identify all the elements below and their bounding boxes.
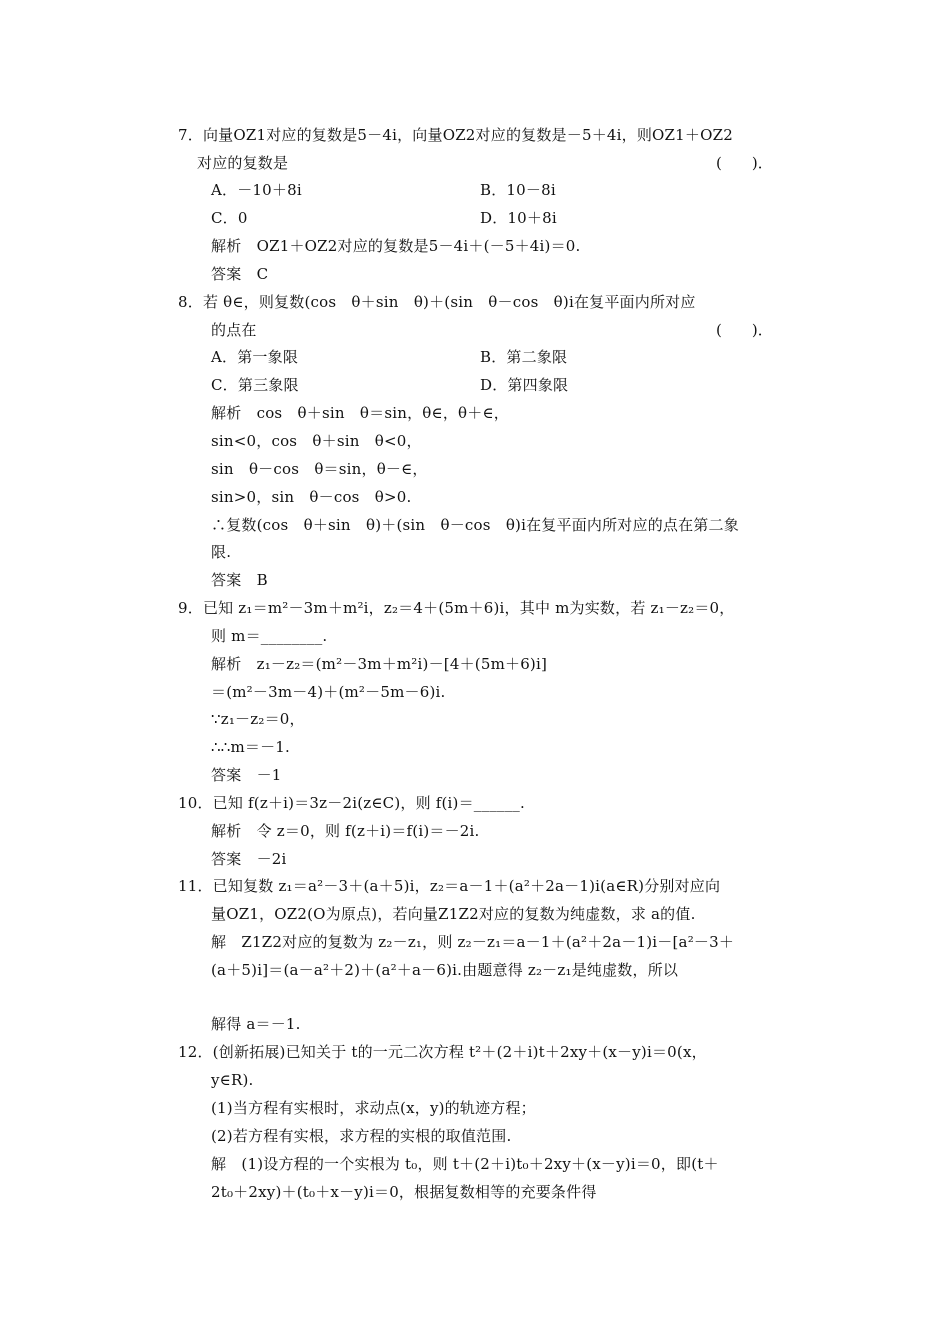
q8-analysis-line2: sin<0，cos θ＋sin θ<0， — [211, 432, 422, 450]
q7-stem-line1: 7．向量OZ1对应的复数是5－4i，向量OZ2对应的复数是－5＋4i，则OZ1＋OZ2 — [178, 126, 733, 144]
q8-option-c: C．第三象限 — [211, 376, 299, 394]
q12-stem-line1: 12．(创新拓展)已知关于 t的一元二次方程 t²＋(2＋i)t＋2xy＋(x－y)i＝0(x， — [178, 1043, 707, 1061]
q12-part1: (1)当方程有实根时，求动点(x，y)的轨迹方程； — [211, 1099, 536, 1117]
q11-solution-line2: (a＋5)i]＝(a－a²＋2)＋(a²＋a－6)i.由题意得 z₂－z₁是纯虚数，所以 — [211, 961, 679, 979]
q10-analysis: 解析 令 z＝0，则 f(z＋i)＝f(i)＝－2i. — [211, 822, 480, 840]
q9-analysis-line3: ∵z₁－z₂＝0， — [211, 710, 305, 728]
q11-solution-line3: 解得 a＝－1. — [211, 1015, 301, 1033]
q8-stem-line1: 8．若 θ∈，则复数(cos θ＋sin θ)＋(sin θ－cos θ)i在复平面内所对应 — [178, 293, 696, 311]
q9-stem-line1: 9．已知 z₁＝m²－3m＋m²i，z₂＝4＋(5m＋6)i，其中 m为实数，若 z₁－z₂＝0， — [178, 599, 735, 617]
q10-stem: 10．已知 f(z＋i)＝3z－2i(z∈C)，则 f(i)＝______. — [178, 794, 525, 812]
q7-option-c: C．0 — [211, 209, 248, 227]
q11-stem-line2: 量OZ1，OZ2(O为原点)，若向量Z1Z2对应的复数为纯虚数，求 a的值. — [211, 905, 696, 923]
q9-analysis-line2: ＝(m²－3m－4)＋(m²－5m－6)i. — [211, 683, 446, 701]
q7-stem-line2: 对应的复数是 — [197, 154, 289, 172]
q9-analysis-line4: ∴∴m＝－1. — [211, 738, 291, 756]
q8-analysis-line6: 限. — [211, 543, 232, 561]
q12-solution-line1: 解 (1)设方程的一个实根为 t₀，则 t＋(2＋i)t₀＋2xy＋(x－y)i＝0，即(t＋ — [211, 1155, 719, 1173]
q8-option-b: B．第二象限 — [480, 348, 568, 366]
q7-option-a: A．－10＋8i — [211, 181, 302, 199]
q12-solution-line2: 2t₀＋2xy)＋(t₀＋x－y)i＝0，根据复数相等的充要条件得 — [211, 1183, 597, 1201]
q9-analysis-line1: 解析 z₁－z₂＝(m²－3m＋m²i)－[4＋(5m＋6)i] — [211, 655, 548, 673]
q8-option-a: A．第一象限 — [211, 348, 299, 366]
q9-answer: 答案 －1 — [211, 766, 282, 784]
q8-answer: 答案 B — [211, 571, 268, 589]
q8-analysis-line1: 解析 cos θ＋sin θ＝sin，θ∈，θ＋∈， — [211, 404, 509, 422]
q12-stem-line2: y∈R). — [211, 1071, 254, 1089]
q10-answer: 答案 －2i — [211, 850, 287, 868]
q8-analysis-line5: ∴复数(cos θ＋sin θ)＋(sin θ－cos θ)i在复平面内所对应的点在第二象 — [211, 516, 739, 534]
q8-analysis-line3: sin θ－cos θ＝sin，θ－∈， — [211, 460, 428, 478]
q7-option-b: B．10－8i — [480, 181, 556, 199]
q7-option-d: D．10＋8i — [480, 209, 557, 227]
q11-stem-line1: 11．已知复数 z₁＝a²－3＋(a＋5)i，z₂＝a－1＋(a²＋2a－1)i(a∈R)分别对应向 — [178, 877, 721, 895]
q11-solution-line1: 解 Z1Z2对应的复数为 z₂－z₁，则 z₂－z₁＝a－1＋(a²＋2a－1)i－[a²－3＋ — [211, 933, 735, 951]
q12-part2: (2)若方程有实根，求方程的实根的取值范围. — [211, 1127, 512, 1145]
q7-answer: 答案 C — [211, 265, 269, 283]
q8-analysis-line4: sin>0，sin θ－cos θ>0. — [211, 488, 412, 506]
q7-answer-paren: ( )． — [716, 154, 773, 172]
q9-stem-line2: 则 m＝________. — [211, 627, 328, 645]
q8-option-d: D．第四象限 — [480, 376, 569, 394]
q7-analysis: 解析 OZ1＋OZ2对应的复数是5－4i＋(－5＋4i)＝0. — [211, 237, 581, 255]
q8-stem-line2: 的点在 — [211, 321, 257, 339]
q8-answer-paren: ( )． — [716, 321, 773, 339]
